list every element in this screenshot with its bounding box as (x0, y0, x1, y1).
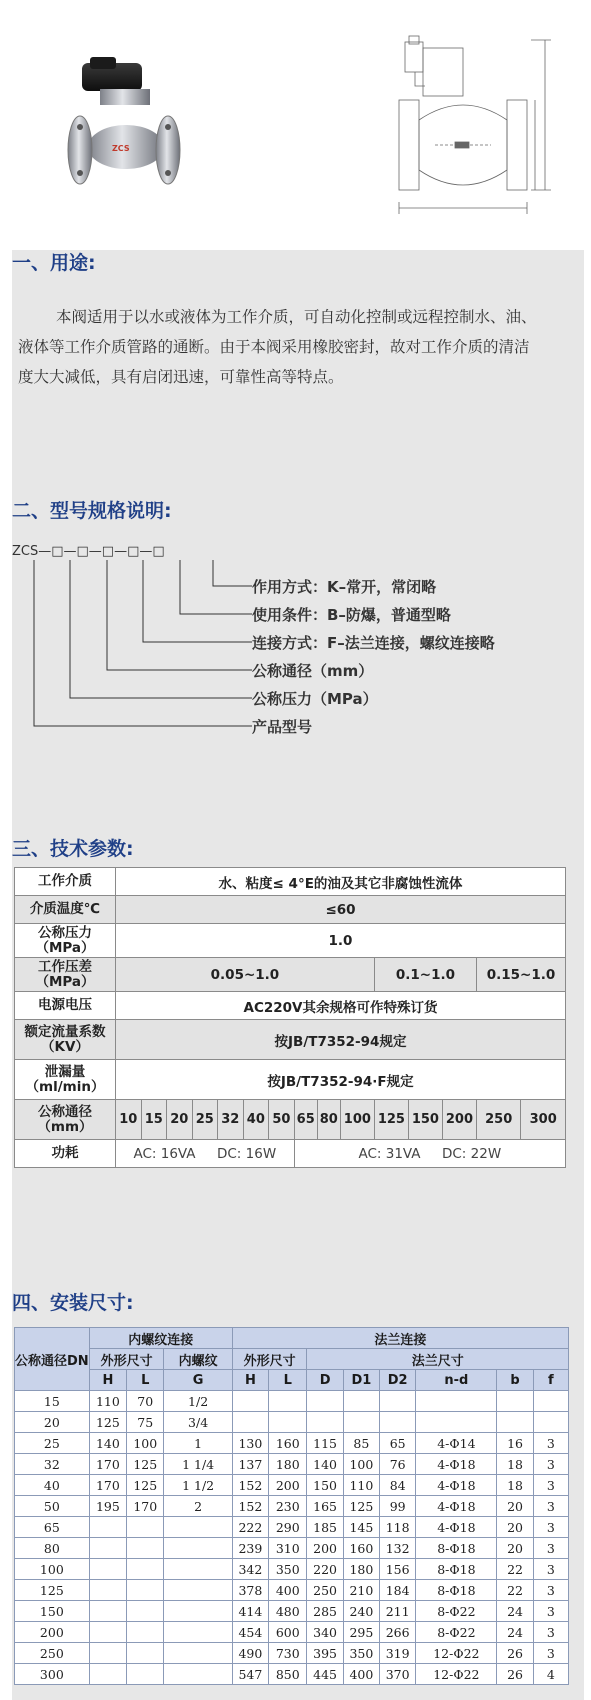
table-cell: 400 (343, 1664, 379, 1685)
table-cell (89, 1580, 126, 1601)
table-cell: 137 (232, 1454, 268, 1475)
table-row (15, 1496, 569, 1517)
table-cell: 25 (15, 1433, 90, 1454)
table-cell (164, 1622, 232, 1643)
table-cell (307, 1391, 343, 1412)
table-cell: 150 (307, 1475, 343, 1496)
row-label: 工作介质 (15, 868, 116, 896)
row-label: 功耗 (15, 1140, 116, 1168)
table-cell (89, 1517, 126, 1538)
table-cell: 132 (380, 1538, 416, 1559)
table-cell: 65 (380, 1433, 416, 1454)
table-cell (416, 1391, 497, 1412)
table-cell (127, 1664, 164, 1685)
col-h2: H (232, 1370, 268, 1391)
table-cell: 490 (232, 1643, 268, 1664)
table-cell: 50 (15, 1496, 90, 1517)
section-title-install: 四、安装尺寸: (12, 1292, 134, 1314)
table-cell (343, 1391, 379, 1412)
table-cell: 160 (343, 1538, 379, 1559)
table-cell: 20 (15, 1412, 90, 1433)
table-cell: 295 (343, 1622, 379, 1643)
table-cell (164, 1559, 232, 1580)
table-cell: 400 (269, 1580, 307, 1601)
usage-paragraph: 本阀适用于以水或液体为工作介质，可自动化控制或远程控制水、油、液体等工作介质管路的通断。由于本阀采用橡胶密封，故对工作介质的清洁度大大减低，具有启闭迅速，可靠性高等特点。 (18, 308, 537, 386)
row-value: ≤60 (116, 896, 566, 924)
col-l: L (127, 1370, 164, 1391)
table-cell: 1 (164, 1433, 232, 1454)
table-row (15, 1475, 569, 1496)
model-label-diameter: 公称通径（mm） (252, 662, 374, 680)
table-cell: 170 (127, 1496, 164, 1517)
table-cell: 3 (533, 1538, 568, 1559)
table-cell (380, 1412, 416, 1433)
table-cell: 125 (127, 1475, 164, 1496)
table-cell (343, 1412, 379, 1433)
table-cell: 4-Φ18 (416, 1517, 497, 1538)
table-row (15, 1433, 569, 1454)
table-row (15, 924, 566, 958)
table-cell (533, 1412, 568, 1433)
table-cell: 8-Φ18 (416, 1580, 497, 1601)
table-cell: 20 (497, 1496, 533, 1517)
dn-cell: 10 (116, 1100, 142, 1140)
table-cell (416, 1412, 497, 1433)
table-row (15, 1538, 569, 1559)
dn-cell: 300 (521, 1100, 566, 1140)
table-cell: 480 (269, 1601, 307, 1622)
table-cell (127, 1580, 164, 1601)
row-value: 0.15~1.0 (476, 958, 565, 992)
dn-cell: 125 (374, 1100, 408, 1140)
row-value: 1.0 (116, 924, 566, 958)
header-outer2: 外形尺寸 (232, 1349, 307, 1370)
table-cell (89, 1559, 126, 1580)
table-row (15, 1020, 566, 1060)
table-cell: 118 (380, 1517, 416, 1538)
col-d1: D1 (343, 1370, 379, 1391)
table-cell: 15 (15, 1391, 90, 1412)
header-dn: 公称通径DN (15, 1328, 90, 1391)
table-cell: 20 (497, 1517, 533, 1538)
table-row (15, 1559, 569, 1580)
col-d: D (307, 1370, 343, 1391)
table-row (15, 1100, 566, 1140)
table-cell: 730 (269, 1643, 307, 1664)
table-cell: 185 (307, 1517, 343, 1538)
table-row (15, 1664, 569, 1685)
table-cell: 8-Φ18 (416, 1559, 497, 1580)
table-cell: 100 (127, 1433, 164, 1454)
table-cell: 342 (232, 1559, 268, 1580)
table-cell: 8-Φ22 (416, 1601, 497, 1622)
table-row (15, 1580, 569, 1601)
table-cell: 4-Φ14 (416, 1433, 497, 1454)
table-cell (127, 1622, 164, 1643)
table-cell: 125 (89, 1412, 126, 1433)
table-cell: 84 (380, 1475, 416, 1496)
dn-cell: 100 (340, 1100, 374, 1140)
table-cell: 4-Φ18 (416, 1475, 497, 1496)
table-cell (127, 1559, 164, 1580)
header-inner-thread: 内螺纹 (164, 1349, 232, 1370)
row-label: 公称通径（mm） (15, 1100, 116, 1140)
col-b: b (497, 1370, 533, 1391)
row-value: AC: 16VA DC: 16W (116, 1140, 295, 1168)
table-cell: 230 (269, 1496, 307, 1517)
model-label-product: 产品型号 (252, 718, 313, 736)
table-cell: 220 (307, 1559, 343, 1580)
table-cell (269, 1391, 307, 1412)
table-cell: 285 (307, 1601, 343, 1622)
table-cell (164, 1643, 232, 1664)
table-cell: 22 (497, 1559, 533, 1580)
table-cell: 3 (533, 1580, 568, 1601)
row-value: 0.1~1.0 (374, 958, 476, 992)
table-cell: 125 (343, 1496, 379, 1517)
dn-cell: 15 (141, 1100, 167, 1140)
table-cell: 340 (307, 1622, 343, 1643)
table-cell: 3/4 (164, 1412, 232, 1433)
table-cell (497, 1391, 533, 1412)
table-cell: 184 (380, 1580, 416, 1601)
table-cell: 3 (533, 1454, 568, 1475)
col-d2: D2 (380, 1370, 416, 1391)
table-cell (497, 1412, 533, 1433)
valve-photo (60, 55, 190, 195)
table-cell: 12-Φ22 (416, 1643, 497, 1664)
table-cell (307, 1412, 343, 1433)
table-cell: 3 (533, 1496, 568, 1517)
table-cell (89, 1643, 126, 1664)
table-cell (232, 1391, 268, 1412)
table-cell: 350 (343, 1643, 379, 1664)
model-code: ZCS—□—□—□—□—□ (12, 544, 165, 559)
table-cell (533, 1391, 568, 1412)
table-cell (164, 1538, 232, 1559)
table-cell: 156 (380, 1559, 416, 1580)
header-flange-size: 法兰尺寸 (307, 1349, 569, 1370)
table-cell: 222 (232, 1517, 268, 1538)
table-cell: 125 (15, 1580, 90, 1601)
header-flange: 法兰连接 (232, 1328, 568, 1349)
table-cell: 2 (164, 1496, 232, 1517)
col-h: H (89, 1370, 126, 1391)
model-label-pressure: 公称压力（MPa） (252, 690, 378, 708)
section-title-usage: 一、用途: (12, 252, 96, 274)
table-cell: 414 (232, 1601, 268, 1622)
table-cell: 26 (497, 1664, 533, 1685)
table-cell: 24 (497, 1622, 533, 1643)
col-g: G (164, 1370, 232, 1391)
table-cell: 3 (533, 1622, 568, 1643)
table-cell (127, 1643, 164, 1664)
table-cell: 3 (533, 1517, 568, 1538)
table-cell: 170 (89, 1454, 126, 1475)
table-row (15, 868, 566, 896)
table-cell: 300 (15, 1664, 90, 1685)
table-cell: 378 (232, 1580, 268, 1601)
col-f: f (533, 1370, 568, 1391)
table-cell: 4-Φ18 (416, 1454, 497, 1475)
table-cell: 100 (343, 1454, 379, 1475)
table-cell (164, 1601, 232, 1622)
table-row (15, 958, 566, 992)
table-cell: 125 (127, 1454, 164, 1475)
table-cell (89, 1538, 126, 1559)
table-cell: 200 (15, 1622, 90, 1643)
table-cell (164, 1517, 232, 1538)
table-cell: 850 (269, 1664, 307, 1685)
col-nd: n-d (416, 1370, 497, 1391)
table-cell: 40 (15, 1475, 90, 1496)
table-cell: 210 (343, 1580, 379, 1601)
model-label-condition: 使用条件：B–防爆，普通型略 (252, 606, 451, 624)
dn-cell: 250 (476, 1100, 520, 1140)
section-title-tech: 三、技术参数: (12, 838, 134, 860)
table-cell: 160 (269, 1433, 307, 1454)
model-label-connection: 连接方式：F–法兰连接，螺纹连接略 (252, 634, 495, 652)
row-label: 工作压差（MPa） (15, 958, 116, 992)
table-cell: 145 (343, 1517, 379, 1538)
table-cell: 24 (497, 1601, 533, 1622)
table-cell: 3 (533, 1601, 568, 1622)
table-cell: 239 (232, 1538, 268, 1559)
table-cell: 200 (307, 1538, 343, 1559)
table-cell: 211 (380, 1601, 416, 1622)
table-cell: 395 (307, 1643, 343, 1664)
dn-cell: 50 (269, 1100, 295, 1140)
table-cell: 250 (307, 1580, 343, 1601)
table-cell: 1 1/2 (164, 1475, 232, 1496)
table-cell: 152 (232, 1475, 268, 1496)
table-cell: 76 (380, 1454, 416, 1475)
table-cell: 266 (380, 1622, 416, 1643)
dimension-drawing (395, 30, 585, 220)
dn-cell: 150 (408, 1100, 442, 1140)
table-cell (232, 1412, 268, 1433)
row-label: 介质温度℃ (15, 896, 116, 924)
table-cell: 26 (497, 1643, 533, 1664)
header-outer: 外形尺寸 (89, 1349, 164, 1370)
table-cell: 370 (380, 1664, 416, 1685)
table-cell: 150 (15, 1601, 90, 1622)
section-title-model: 二、型号规格说明: (12, 500, 172, 522)
table-row (15, 1643, 569, 1664)
table-cell (127, 1517, 164, 1538)
table-row (15, 1412, 569, 1433)
table-cell: 80 (15, 1538, 90, 1559)
header-thread: 内螺纹连接 (89, 1328, 232, 1349)
install-dimensions-table (14, 1327, 569, 1685)
tech-params-table (14, 867, 566, 1168)
table-cell: 240 (343, 1601, 379, 1622)
dn-cell: 20 (167, 1100, 193, 1140)
dn-cell: 200 (442, 1100, 476, 1140)
row-label: 泄漏量（ml/min） (15, 1060, 116, 1100)
table-cell: 195 (89, 1496, 126, 1517)
table-row (15, 992, 566, 1020)
table-cell: 99 (380, 1496, 416, 1517)
table-cell: 3 (533, 1475, 568, 1496)
table-cell: 8-Φ22 (416, 1622, 497, 1643)
table-cell: 165 (307, 1496, 343, 1517)
table-cell: 350 (269, 1559, 307, 1580)
table-cell: 100 (15, 1559, 90, 1580)
table-cell: 12-Φ22 (416, 1664, 497, 1685)
table-cell: 152 (232, 1496, 268, 1517)
table-row (15, 1454, 569, 1475)
table-cell: 110 (343, 1475, 379, 1496)
dn-cell: 25 (192, 1100, 218, 1140)
dn-cell: 32 (218, 1100, 244, 1140)
table-cell: 20 (497, 1538, 533, 1559)
row-label: 电源电压 (15, 992, 116, 1020)
table-cell: 85 (343, 1433, 379, 1454)
table-cell: 3 (533, 1433, 568, 1454)
row-label: 额定流量系数（KV） (15, 1020, 116, 1060)
table-cell (164, 1580, 232, 1601)
row-value: AC: 31VA DC: 22W (294, 1140, 565, 1168)
dn-cell: 40 (243, 1100, 269, 1140)
table-cell: 445 (307, 1664, 343, 1685)
row-value: AC220V其余规格可作特殊订货 (116, 992, 566, 1020)
table-cell: 250 (15, 1643, 90, 1664)
table-cell: 22 (497, 1580, 533, 1601)
table-cell: 140 (307, 1454, 343, 1475)
table-row (15, 896, 566, 924)
table-cell: 130 (232, 1433, 268, 1454)
table-cell: 18 (497, 1454, 533, 1475)
model-label-action: 作用方式：K–常开，常闭略 (252, 578, 437, 596)
table-cell: 547 (232, 1664, 268, 1685)
row-value: 按JB/T7352-94规定 (116, 1020, 566, 1060)
table-cell: 110 (89, 1391, 126, 1412)
table-cell: 65 (15, 1517, 90, 1538)
table-cell: 319 (380, 1643, 416, 1664)
table-row (15, 1391, 569, 1412)
table-cell: 290 (269, 1517, 307, 1538)
row-value: 0.05~1.0 (116, 958, 375, 992)
table-cell: 600 (269, 1622, 307, 1643)
table-cell: 32 (15, 1454, 90, 1475)
table-cell: 454 (232, 1622, 268, 1643)
table-cell: 1 1/4 (164, 1454, 232, 1475)
table-cell: 4 (533, 1664, 568, 1685)
table-row (15, 1517, 569, 1538)
dn-cell: 65 (294, 1100, 317, 1140)
table-cell: 18 (497, 1475, 533, 1496)
table-cell: 75 (127, 1412, 164, 1433)
row-value: 按JB/T7352-94·F规定 (116, 1060, 566, 1100)
table-cell: 180 (343, 1559, 379, 1580)
table-cell (269, 1412, 307, 1433)
table-cell: 4-Φ18 (416, 1496, 497, 1517)
table-cell (164, 1664, 232, 1685)
table-cell (127, 1601, 164, 1622)
table-cell: 70 (127, 1391, 164, 1412)
table-row (15, 1622, 569, 1643)
table-cell (380, 1391, 416, 1412)
table-row (15, 1060, 566, 1100)
table-cell (89, 1664, 126, 1685)
table-cell: 3 (533, 1559, 568, 1580)
table-cell: 140 (89, 1433, 126, 1454)
table-cell: 180 (269, 1454, 307, 1475)
table-row (15, 1140, 566, 1168)
table-cell: 3 (533, 1643, 568, 1664)
table-cell (127, 1538, 164, 1559)
table-cell: 8-Φ18 (416, 1538, 497, 1559)
svg-text:ZCS: ZCS (112, 144, 130, 153)
col-l2: L (269, 1370, 307, 1391)
table-cell: 170 (89, 1475, 126, 1496)
table-cell: 115 (307, 1433, 343, 1454)
row-value: 水、粘度≤ 4°E的油及其它非腐蚀性流体 (116, 868, 566, 896)
row-label: 公称压力（MPa） (15, 924, 116, 958)
table-cell (89, 1601, 126, 1622)
table-row (15, 1601, 569, 1622)
table-cell (89, 1622, 126, 1643)
table-cell: 1/2 (164, 1391, 232, 1412)
table-cell: 310 (269, 1538, 307, 1559)
table-cell: 200 (269, 1475, 307, 1496)
dn-cell: 80 (317, 1100, 340, 1140)
table-cell: 16 (497, 1433, 533, 1454)
